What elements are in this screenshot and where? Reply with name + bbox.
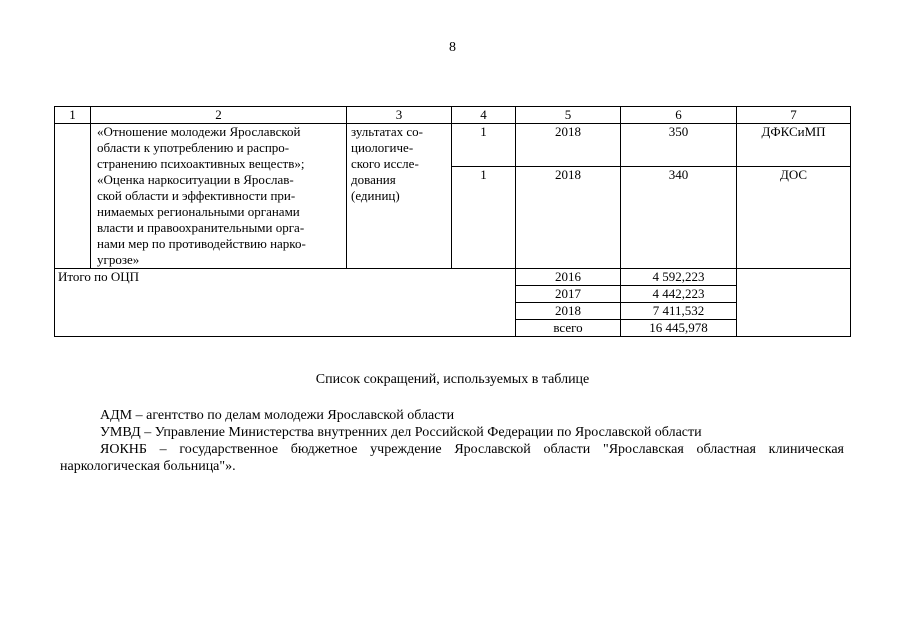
total-year-cell: всего	[516, 320, 621, 337]
description-line: ской области и эффективности при-	[97, 188, 296, 203]
total-executor-cell	[737, 269, 851, 337]
indicator-cell	[347, 124, 452, 269]
row-number-cell	[55, 124, 91, 269]
total-label-cell: Итого по ОЦП	[55, 269, 516, 337]
description-line: области к употреблению и распро-	[97, 140, 290, 155]
abbreviations-list	[60, 407, 844, 475]
description-line: «Отношение молодежи Ярославской	[97, 124, 301, 139]
column-numbers-row	[55, 107, 851, 124]
column-number: 3	[347, 107, 452, 124]
column-number: 4	[452, 107, 516, 124]
total-amount-cell: 4 592,223	[621, 269, 737, 286]
abbreviations-title: Список сокращений, используемых в таблице	[315, 372, 590, 387]
indicator-line: зультатах со-	[351, 124, 423, 139]
description-line: нами мер по противодействию нарко-	[97, 236, 306, 251]
description-line: нимаемых региональными органами	[97, 204, 300, 219]
total-year-cell: 2016	[516, 269, 621, 286]
amount-cell: 340	[621, 167, 737, 269]
column-number: 1	[55, 107, 91, 124]
year-cell: 2018	[516, 167, 621, 269]
indicator-line: циологиче-	[351, 140, 414, 155]
total-row	[55, 269, 851, 286]
total-year-cell: 2018	[516, 303, 621, 320]
abbreviation-item: УМВД – Управление Министерства внутренних дел Российской Федерации по Ярославской области	[100, 425, 702, 440]
quantity-cell: 1	[452, 167, 516, 269]
executor-cell: ДФКСиМП	[737, 124, 851, 167]
amount-cell: 350	[621, 124, 737, 167]
column-number: 7	[737, 107, 851, 124]
description-line: угрозе»	[97, 252, 140, 267]
measure-description-cell	[91, 124, 347, 269]
indicator-line: (единиц)	[351, 188, 400, 203]
indicator-line: ского иссле-	[351, 156, 419, 171]
program-table	[54, 106, 851, 337]
abbreviation-item: ЯОКНБ – государственное бюджетное учреждение Ярославской области "Ярославская областная клиническая наркологическая больница"».	[60, 442, 844, 474]
abbreviation-item: АДМ – агентство по делам молодежи Ярославской области	[100, 408, 455, 423]
executor-cell: ДОС	[737, 167, 851, 269]
year-cell: 2018	[516, 124, 621, 167]
column-number: 5	[516, 107, 621, 124]
indicator-line: дования	[351, 172, 396, 187]
column-number: 2	[91, 107, 347, 124]
description-line: власти и правоохранительными орга-	[97, 220, 305, 235]
description-line: «Оценка наркоситуации в Ярослав-	[97, 172, 294, 187]
column-number: 6	[621, 107, 737, 124]
total-amount-cell: 4 442,223	[621, 286, 737, 303]
quantity-cell: 1	[452, 124, 516, 167]
total-amount-cell: 16 445,978	[621, 320, 737, 337]
total-amount-cell: 7 411,532	[621, 303, 737, 320]
table-row	[55, 124, 851, 167]
page-number: 8	[449, 40, 456, 55]
total-year-cell: 2017	[516, 286, 621, 303]
description-line: странению психоактивных веществ»;	[97, 156, 305, 171]
